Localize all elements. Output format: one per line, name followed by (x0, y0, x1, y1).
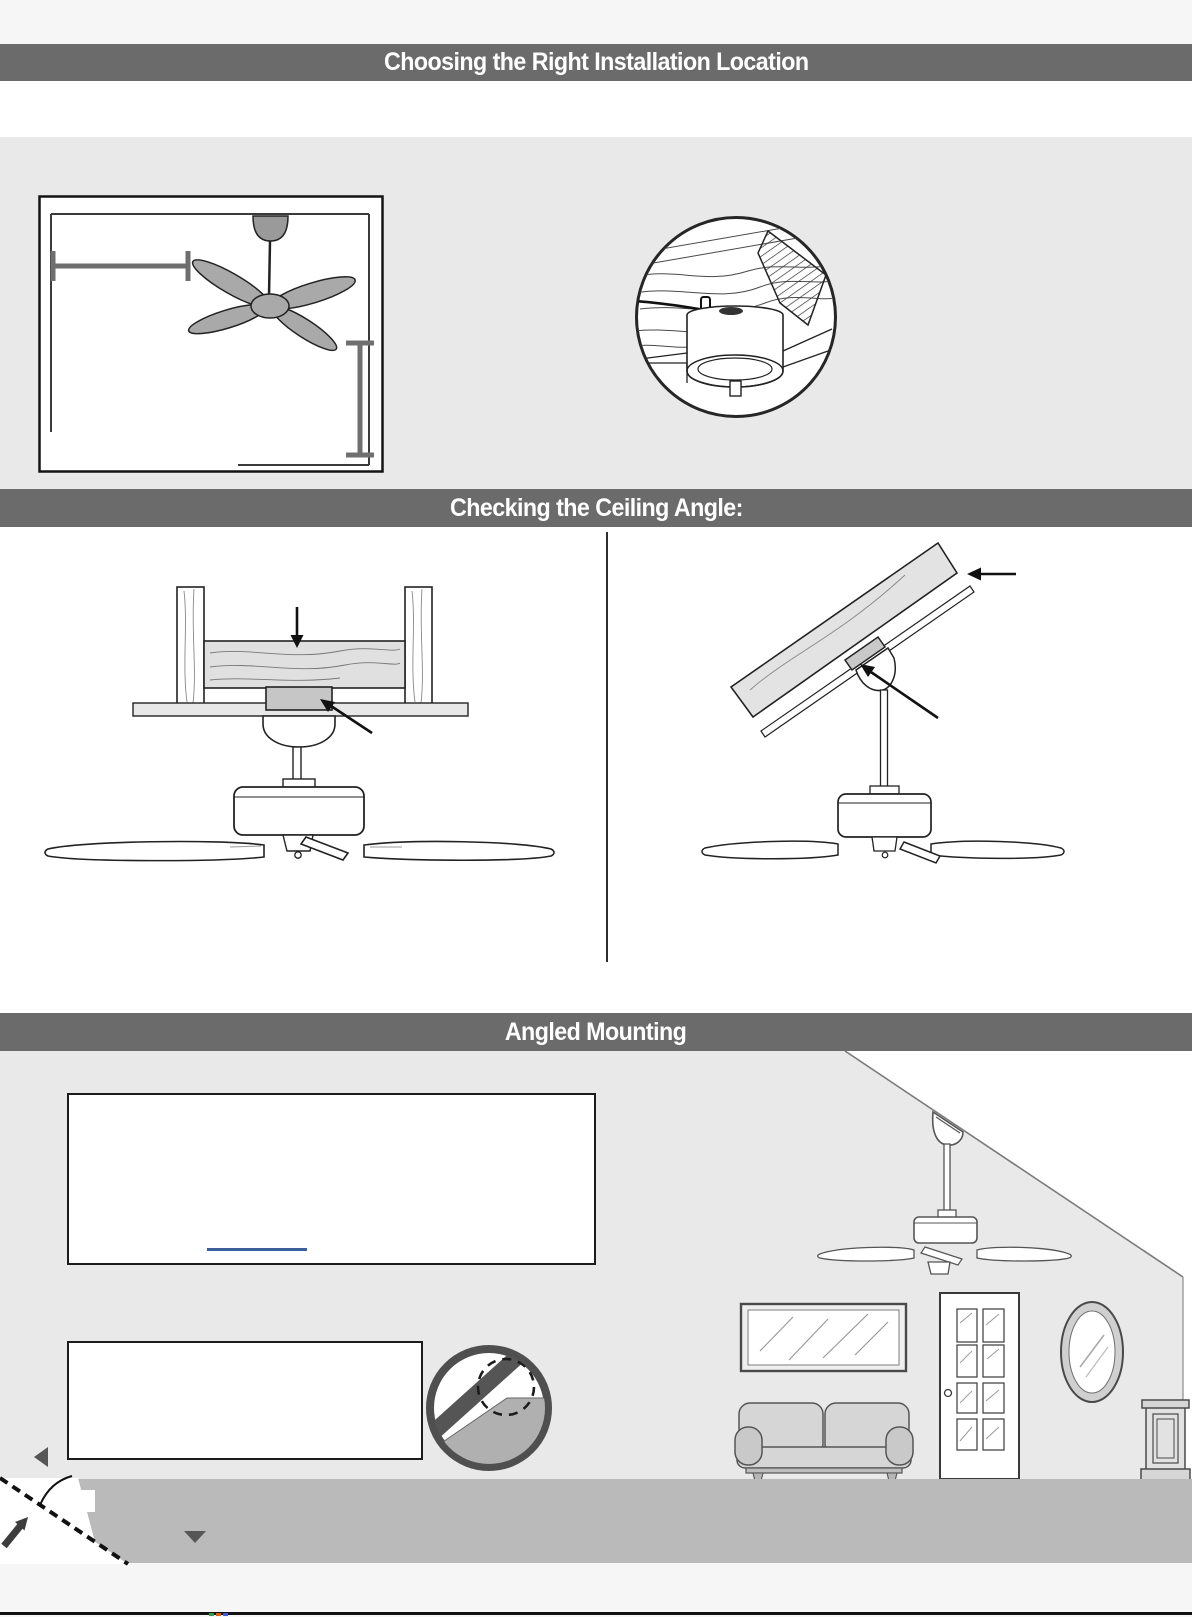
slope-detail-inset (421, 1340, 557, 1476)
sloped-ceiling-plank (731, 543, 974, 737)
door-knob (945, 1390, 952, 1397)
downrod (881, 690, 888, 792)
floor (0, 1479, 1192, 1563)
angle-label-patch (59, 1490, 95, 1512)
outlet-box (266, 687, 332, 710)
glass-door (940, 1293, 1019, 1479)
room-top-view-diagram (38, 195, 384, 473)
registration-mark-orange (216, 1613, 221, 1616)
outlet-box (687, 306, 783, 396)
section1-title: Choosing the Right Installation Location (383, 48, 809, 76)
wood-beam (204, 641, 405, 688)
cabinet (1141, 1400, 1190, 1480)
canopy (263, 716, 335, 747)
joist-closeup-inset (630, 211, 842, 423)
registration-mark-green (209, 1613, 214, 1616)
section3-header-bar (0, 1013, 1192, 1051)
down-marker-triangle[interactable] (184, 1531, 206, 1543)
sofa (735, 1403, 913, 1480)
column-divider (606, 532, 608, 962)
picture-frame (741, 1304, 906, 1371)
section3-title: Angled Mounting (505, 1017, 687, 1046)
page-footer (0, 1563, 1192, 1617)
prev-page-triangle[interactable] (34, 1447, 48, 1467)
section2-title: Checking the Ceiling Angle: (449, 493, 743, 522)
oval-mirror (1061, 1302, 1123, 1402)
instruction-box-1 (67, 1093, 596, 1265)
angled-ceiling-fan-diagram (680, 540, 1120, 876)
footer-rule (0, 1612, 1192, 1615)
page-top-margin (0, 0, 1192, 44)
section2-header-bar (0, 489, 1192, 527)
section1-header-bar (0, 44, 1192, 81)
instruction-box-2 (67, 1341, 423, 1460)
hyperlink-underline[interactable] (207, 1248, 307, 1251)
registration-mark-blue (223, 1613, 228, 1616)
flat-ceiling-fan-diagram (40, 585, 560, 877)
floor-slope-angle-diagram (0, 1472, 140, 1567)
